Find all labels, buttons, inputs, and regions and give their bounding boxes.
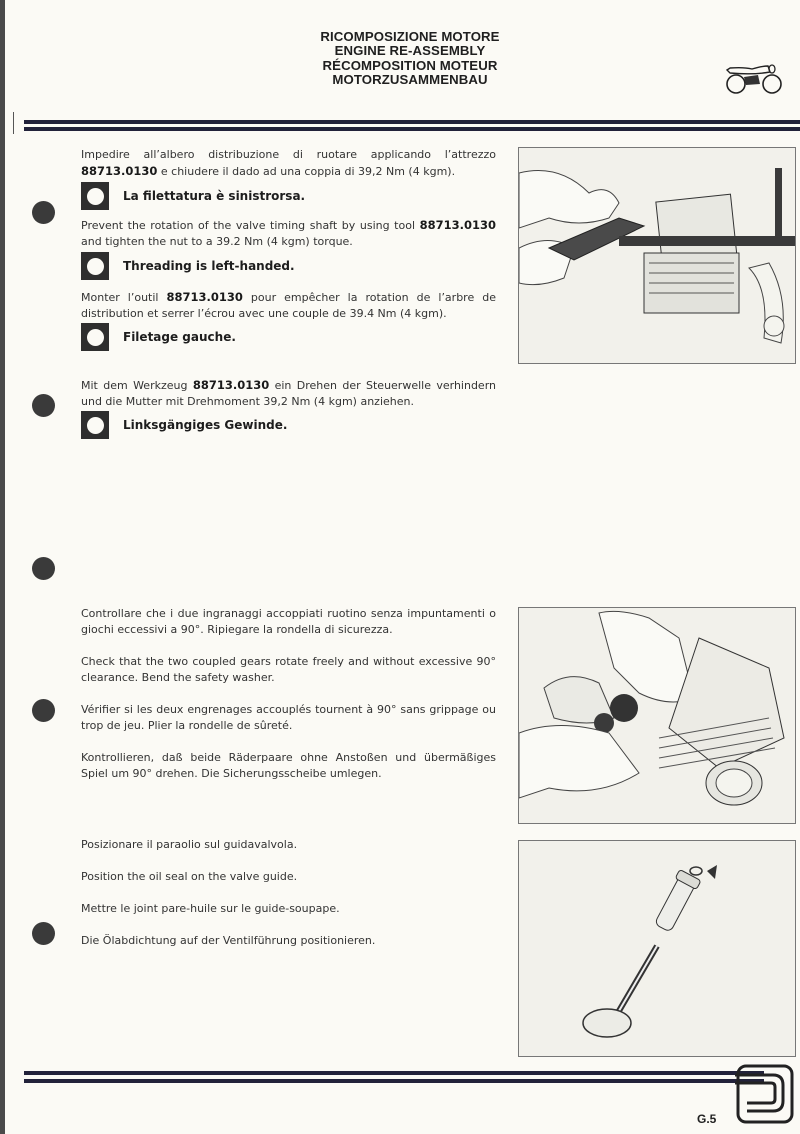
punch-hole [32, 557, 55, 580]
binding-edge [0, 0, 5, 1134]
note-fr: Filetage gauche. [81, 322, 236, 352]
punch-hole [32, 201, 55, 224]
page-header [260, 30, 560, 87]
tool-number: 88713.0130 [81, 164, 158, 178]
note-it: La filettatura è sinistrorsa. [81, 181, 305, 211]
figure-coupled-gears [518, 607, 796, 824]
title-it: RICOMPOSIZIONE MOTORE [320, 29, 500, 44]
figure-timing-shaft-tool [518, 147, 796, 364]
punch-hole [32, 394, 55, 417]
title-en: ENGINE RE-ASSEMBLY [334, 43, 486, 59]
figure-oil-seal-valve-guide [518, 840, 796, 1057]
punch-hole [32, 699, 55, 722]
warning-icon [81, 411, 109, 439]
paragraph-it: Controllare che i due ingranaggi accoppiati ruotino senza impuntamenti o giochi eccessivi a 90°. Ripiegare la rondella di sicurezza. [81, 607, 496, 636]
paragraph-en: Check that the two coupled gears rotate freely and without excessive 90° clearance. Bend the safety washer. [81, 655, 496, 684]
warning-icon [81, 252, 109, 280]
page-number: G.5 [697, 1112, 717, 1126]
paragraph-de: Kontrollieren, daß beide Räderpaare ohne Anstoßen und übermäßiges Spiel um 90° drehen. Die Sicherungsscheibe umlegen. [81, 751, 496, 780]
motorcycle-icon [724, 60, 784, 96]
footer-rule-top [24, 1071, 764, 1075]
ducati-logo-icon [735, 1063, 795, 1125]
tool-number: 88713.0130 [192, 378, 270, 392]
edge-mark [13, 112, 14, 134]
paragraph-de: Die Ölabdichtung auf der Ventilführung positionieren. [81, 934, 376, 947]
punch-hole [32, 922, 55, 945]
paragraph-it: Posizionare il paraolio sul guidavalvola. [81, 838, 298, 851]
header-rule-top [24, 120, 800, 124]
paragraph-it: Impedire all’albero distribuzione di ruotare applicando l’attrezzo 88713.0130 e chiudere il dado ad una coppia di 39,2 Nm (4 kgm). [81, 148, 496, 178]
note-en: Threading is left-handed. [81, 251, 295, 281]
footer-rule-bottom [24, 1079, 764, 1083]
tool-number: 88713.0130 [419, 218, 496, 232]
warning-icon [81, 323, 109, 351]
header-rule-bottom [24, 127, 800, 131]
paragraph-en: Position the oil seal on the valve guide. [81, 870, 298, 883]
paragraph-fr: Mettre le joint pare-huile sur le guide-soupape. [81, 902, 340, 915]
paragraph-de: Mit dem Werkzeug 88713.0130 ein Drehen der Steuerwelle verhindern und die Mutter mit Drehmoment 39,2 Nm (4 kgm) anziehen. [81, 378, 496, 408]
paragraph-fr: Monter l’outil 88713.0130 pour empêcher la rotation de l’arbre de distribution et serrer l’écrou avec une couple de 39.4 Nm (4 kgm). [81, 290, 496, 320]
warning-icon [81, 182, 109, 210]
note-de: Linksgängiges Gewinde. [81, 410, 287, 440]
paragraph-en: Prevent the rotation of the valve timing shaft by using tool 88713.0130 and tighten the nut to a 39.2 Nm (4 kgm) torque. [81, 218, 496, 248]
title-fr: RÉCOMPOSITION MOTEUR [322, 57, 498, 73]
tool-number: 88713.0130 [166, 290, 243, 304]
paragraph-fr: Vérifier si les deux engrenages accouplés tournent à 90° sans grippage ou trop de jeu. Plier la rondelle de sûreté. [81, 703, 496, 732]
title-de: MOTORZUSAMMENBAU [332, 71, 488, 87]
